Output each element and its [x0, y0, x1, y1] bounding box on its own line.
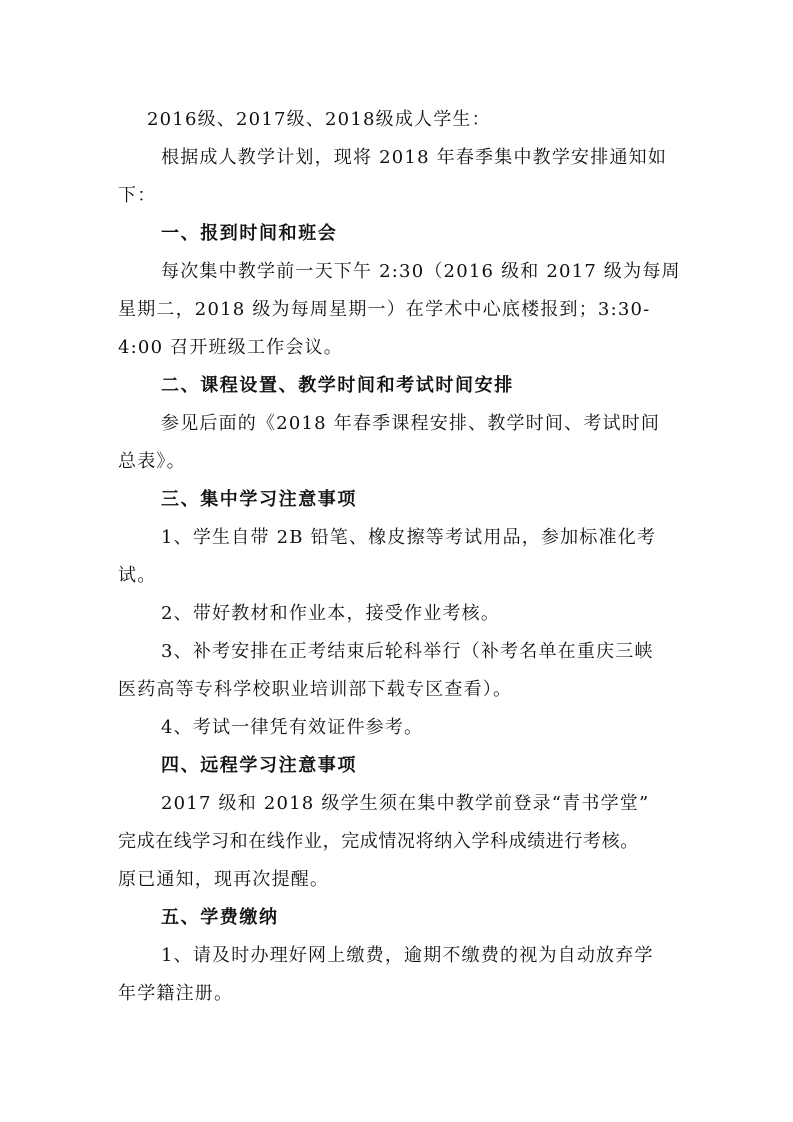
section-heading-1: 一、报到时间和班会	[161, 223, 338, 244]
intro-line-1: 根据成人教学计划，现将 2018 年春季集中教学安排通知如	[161, 147, 668, 168]
section-3-line-3: 2、带好教材和作业本，接受作业考核。	[161, 603, 501, 624]
section-1-line-2: 星期二，2018 级为每周星期一）在学术中心底楼报到；3:30-	[118, 299, 651, 320]
section-3-line-2: 试。	[118, 565, 157, 586]
section-3-line-6: 4、考试一律凭有效证件参考。	[161, 717, 424, 738]
section-3-line-1: 1、学生自带 2B 铅笔、橡皮擦等考试用品，参加标准化考	[161, 527, 657, 548]
section-3-line-5: 医药高等专科学校职业培训部下载专区查看）。	[118, 679, 513, 700]
section-4-line-3: 原已通知，现再次提醒。	[118, 869, 330, 890]
section-heading-3: 三、集中学习注意事项	[161, 489, 357, 510]
section-5-line-2: 年学籍注册。	[118, 983, 234, 1004]
section-heading-5: 五、学费缴纳	[161, 907, 279, 928]
salutation: 2016级、2017级、2018级成人学生：	[147, 109, 491, 130]
section-2-line-1: 参见后面的《2018 年春季课程安排、教学时间、考试时间	[161, 413, 661, 434]
section-4-line-1: 2017 级和 2018 级学生须在集中教学前登录“青书学堂”	[161, 793, 650, 814]
intro-line-2: 下：	[118, 185, 157, 206]
section-1-line-3: 4:00 召开班级工作会议。	[118, 337, 343, 358]
section-1-line-1: 每次集中教学前一天下午 2:30（2016 级和 2017 级为每周	[161, 261, 681, 282]
section-heading-2: 二、课程设置、教学时间和考试时间安排	[161, 375, 514, 396]
section-4-line-2: 完成在线学习和在线作业，完成情况将纳入学科成绩进行考核。	[118, 831, 639, 852]
section-3-line-4: 3、补考安排在正考结束后轮科举行（补考名单在重庆三峡	[161, 641, 654, 662]
section-2-line-2: 总表》。	[118, 451, 186, 472]
section-5-line-1: 1、请及时办理好网上缴费，逾期不缴费的视为自动放弃学	[161, 945, 654, 966]
section-heading-4: 四、远程学习注意事项	[161, 755, 357, 776]
